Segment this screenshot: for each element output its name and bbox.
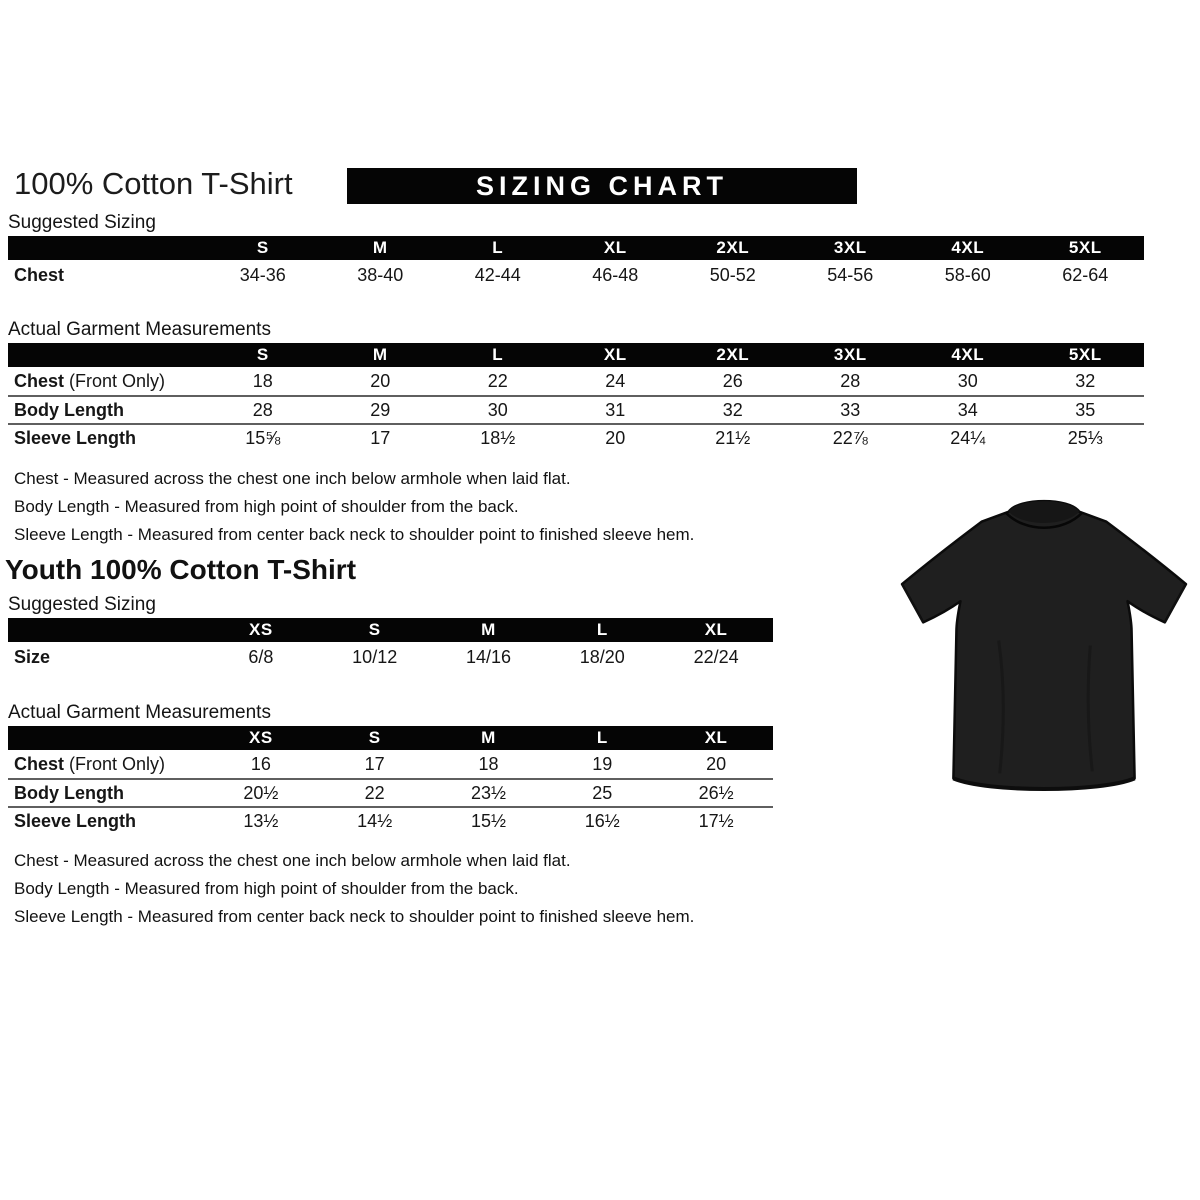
data-cell: 28 (840, 370, 861, 391)
row-label: Sleeve Length (14, 427, 137, 448)
data-cell: 31 (605, 399, 626, 420)
row-label: Size (14, 646, 51, 667)
row-label: Sleeve Length (14, 810, 137, 831)
size-col-header: XL (603, 238, 627, 257)
size-col-header: M (372, 345, 388, 364)
data-cell: 17 (370, 427, 391, 448)
size-col-header: XS (249, 728, 273, 747)
youth-actual-measurements-label: Actual Garment Measurements (8, 702, 271, 723)
row-label: Body Length (14, 399, 124, 420)
data-cell: 14/16 (465, 646, 512, 667)
size-col-header: M (372, 238, 388, 257)
size-col-header: S (368, 620, 381, 639)
data-cell: 17½ (698, 810, 734, 831)
data-cell: 6/8 (248, 646, 274, 667)
youth-suggested-sizing-table (8, 618, 793, 672)
data-cell: 21½ (715, 427, 751, 448)
data-cell: 25 (592, 782, 613, 803)
data-cell: 30 (487, 399, 508, 420)
data-cell: 62-64 (1062, 264, 1109, 285)
page-title: 100% Cotton T-Shirt (14, 166, 293, 201)
data-cell: 14½ (357, 810, 393, 831)
measurement-note: Sleeve Length - Measured from center back neck to shoulder point to finished sleeve hem. (14, 907, 695, 926)
size-col-header: S (256, 238, 269, 257)
sizing-chart-banner: SIZING CHART (347, 168, 857, 204)
data-cell: 29 (370, 399, 391, 420)
data-cell: 20½ (243, 782, 279, 803)
data-cell: 24 (605, 370, 626, 391)
data-cell: 18/20 (579, 646, 625, 667)
data-cell: 50-52 (709, 264, 756, 285)
data-cell: 26½ (698, 782, 734, 803)
row-label: Chest (14, 264, 65, 285)
black-tshirt-image (893, 478, 1195, 803)
measurement-note: Body Length - Measured from high point of shoulder from the back. (14, 879, 519, 898)
data-cell: 23½ (470, 782, 507, 803)
data-cell: 34-36 (239, 264, 286, 285)
measurement-note: Chest - Measured across the chest one inch below armhole when laid flat. (14, 469, 571, 488)
size-col-header: 2XL (716, 238, 750, 257)
size-col-header: 3XL (833, 238, 867, 257)
measurement-note: Sleeve Length - Measured from center back neck to shoulder point to finished sleeve hem. (14, 525, 695, 544)
adult-suggested-sizing-label: Suggested Sizing (8, 212, 156, 233)
chest-measurement-row (8, 750, 773, 778)
data-cell: 38-40 (357, 264, 404, 285)
row-label: Chest (Front Only) (14, 753, 166, 774)
chest-suggested-row (8, 260, 1144, 290)
size-col-header: XS (249, 620, 273, 639)
size-col-header: 4XL (951, 238, 985, 257)
size-col-header: 2XL (716, 345, 750, 364)
size-col-header: L (596, 620, 608, 639)
data-cell: 20 (370, 370, 391, 391)
sleeve-length-row (8, 806, 773, 834)
adult-actual-measurements-table (8, 343, 1172, 451)
measurement-note: Chest - Measured across the chest one inch below armhole when laid flat. (14, 851, 571, 870)
size-col-header: S (256, 345, 269, 364)
size-col-header: L (492, 238, 504, 257)
size-col-header: 3XL (833, 345, 867, 364)
data-cell: 18 (252, 370, 273, 391)
data-cell: 22⅞ (832, 427, 868, 448)
title-row (0, 166, 1200, 204)
size-col-header: 4XL (951, 345, 985, 364)
data-cell: 35 (1075, 399, 1096, 420)
size-col-header: 5XL (1068, 238, 1102, 257)
data-cell: 16½ (584, 810, 620, 831)
data-cell: 42-44 (474, 264, 521, 285)
data-cell: 58-60 (944, 264, 991, 285)
row-label: Body Length (14, 782, 124, 803)
data-cell: 28 (252, 399, 273, 420)
data-cell: 46-48 (592, 264, 639, 285)
table-header-row (8, 236, 1144, 260)
youth-measurement-notes (14, 851, 1200, 927)
size-col-header: S (368, 728, 381, 747)
youth-section-title: Youth 100% Cotton T-Shirt (5, 554, 357, 585)
data-cell: 13½ (243, 810, 279, 831)
size-col-header: L (492, 345, 504, 364)
table-header-row (8, 618, 773, 642)
data-cell: 26 (722, 370, 743, 391)
data-cell: 15⅝ (245, 427, 281, 448)
data-cell: 34 (957, 399, 978, 420)
youth-suggested-sizing-label: Suggested Sizing (8, 594, 156, 615)
youth-size-row (8, 642, 773, 672)
data-cell: 20 (605, 427, 626, 448)
size-col-header: 5XL (1068, 345, 1102, 364)
data-cell: 19 (592, 753, 613, 774)
youth-actual-measurements-table (8, 726, 793, 834)
data-cell: 18½ (480, 427, 516, 448)
table-header-row (8, 343, 1144, 367)
size-col-header: L (596, 728, 608, 747)
row-label: Chest (Front Only) (14, 370, 166, 391)
data-cell: 18 (478, 753, 499, 774)
data-cell: 54-56 (827, 264, 874, 285)
data-cell: 20 (706, 753, 727, 774)
size-col-header: M (481, 728, 496, 747)
sleeve-length-row (8, 423, 1144, 451)
size-col-header: M (481, 620, 496, 639)
adult-suggested-sizing-table (8, 236, 1172, 290)
data-cell: 22/24 (693, 646, 739, 667)
data-cell: 32 (722, 399, 743, 420)
table-header-row (8, 726, 773, 750)
data-cell: 25⅓ (1067, 427, 1103, 448)
data-cell: 10/12 (352, 646, 398, 667)
data-cell: 16 (250, 753, 271, 774)
data-cell: 17 (364, 753, 385, 774)
body-length-row (8, 395, 1144, 423)
data-cell: 22 (487, 370, 508, 391)
data-cell: 32 (1075, 370, 1096, 391)
size-col-header: XL (704, 620, 728, 639)
data-cell: 30 (957, 370, 978, 391)
data-cell: 33 (840, 399, 861, 420)
data-cell: 22 (364, 782, 385, 803)
chest-measurement-row (8, 367, 1144, 395)
body-length-row (8, 778, 773, 806)
measurement-note: Body Length - Measured from high point of shoulder from the back. (14, 497, 519, 516)
data-cell: 24¼ (950, 427, 986, 448)
data-cell: 15½ (470, 810, 507, 831)
adult-actual-measurements-label: Actual Garment Measurements (8, 319, 271, 340)
size-col-header: XL (704, 728, 728, 747)
size-col-header: XL (603, 345, 627, 364)
